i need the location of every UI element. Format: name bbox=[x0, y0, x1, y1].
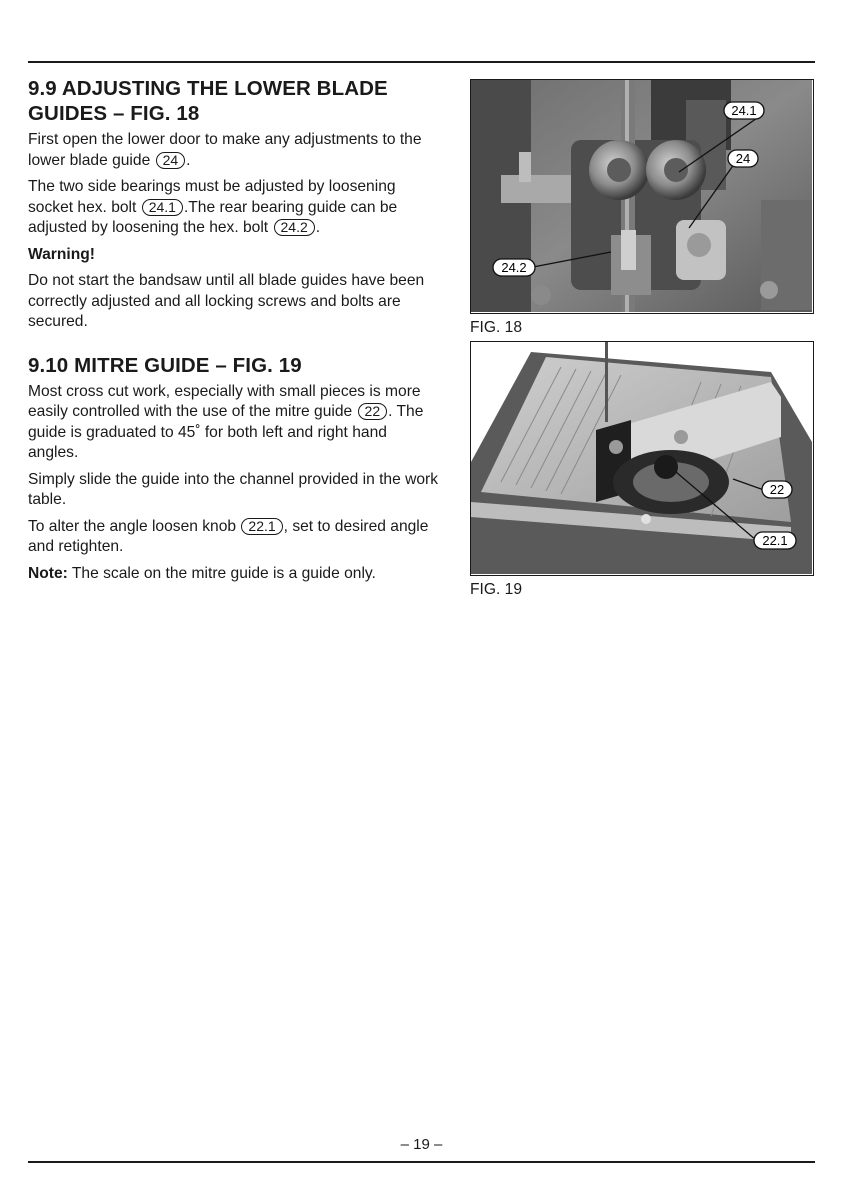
top-rule bbox=[28, 61, 815, 63]
note bbox=[28, 564, 440, 585]
part-ref-badge: 24.1 bbox=[142, 199, 183, 216]
note-text: The scale on the mitre guide is a guide only. bbox=[67, 564, 376, 582]
fig-18-caption: FIG. 18 bbox=[470, 319, 522, 336]
page-number: – 19 – bbox=[400, 1136, 443, 1153]
text-column bbox=[28, 76, 440, 590]
section-heading-9-10: 9.10 MITRE GUIDE – FIG. 19 bbox=[28, 353, 302, 377]
note-label: Note: bbox=[28, 564, 68, 582]
blade-guide-photo bbox=[471, 80, 812, 312]
figure-column bbox=[470, 79, 814, 602]
part-ref-badge: 22.1 bbox=[241, 518, 282, 535]
callout-24-2: 24.2 bbox=[501, 260, 527, 275]
part-ref-badge: 22 bbox=[358, 403, 388, 420]
paragraph: The two side bearings must be adjusted by loosening socket hex. bolt 24.1 .The rear bearing guide can be adjusted by loosening the hex. bolt 24.2 . bbox=[28, 178, 398, 236]
callout-24-1: 24.1 bbox=[731, 103, 757, 118]
paragraph: To alter the angle loosen knob 22.1 , set to desired angle and retighten. bbox=[28, 517, 429, 555]
callout-22-1: 22.1 bbox=[762, 533, 788, 548]
warning-text: Do not start the bandsaw until all blade guides have been correctly adjusted and all locking screws and bolts are secured. bbox=[28, 272, 425, 330]
part-ref-badge: 24 bbox=[156, 152, 186, 169]
part-ref-badge: 24.2 bbox=[274, 219, 315, 236]
bottom-rule bbox=[28, 1161, 815, 1163]
callout-22: 22 bbox=[769, 482, 785, 497]
warning-title: Warning! bbox=[28, 245, 95, 263]
paragraph: Simply slide the guide into the channel provided in the work table. bbox=[28, 470, 439, 508]
fig-19-caption: FIG. 19 bbox=[470, 581, 522, 598]
callout-24: 24 bbox=[735, 151, 751, 166]
fig-19-photo bbox=[470, 341, 814, 576]
mitre-guide-photo bbox=[471, 342, 812, 574]
paragraph: First open the lower door to make any adjustments to the lower blade guide 24 . bbox=[28, 131, 422, 169]
paragraph: Most cross cut work, especially with small pieces is more easily controlled with the use of the mitre guide 22 . The guide is graduated to 45˚ for both left and right hand angles. bbox=[28, 382, 424, 461]
fig-18-photo bbox=[470, 79, 814, 314]
section-heading-9-9: 9.9 ADJUSTING THE LOWER BLADE GUIDES – FIG. 18 bbox=[28, 77, 388, 125]
